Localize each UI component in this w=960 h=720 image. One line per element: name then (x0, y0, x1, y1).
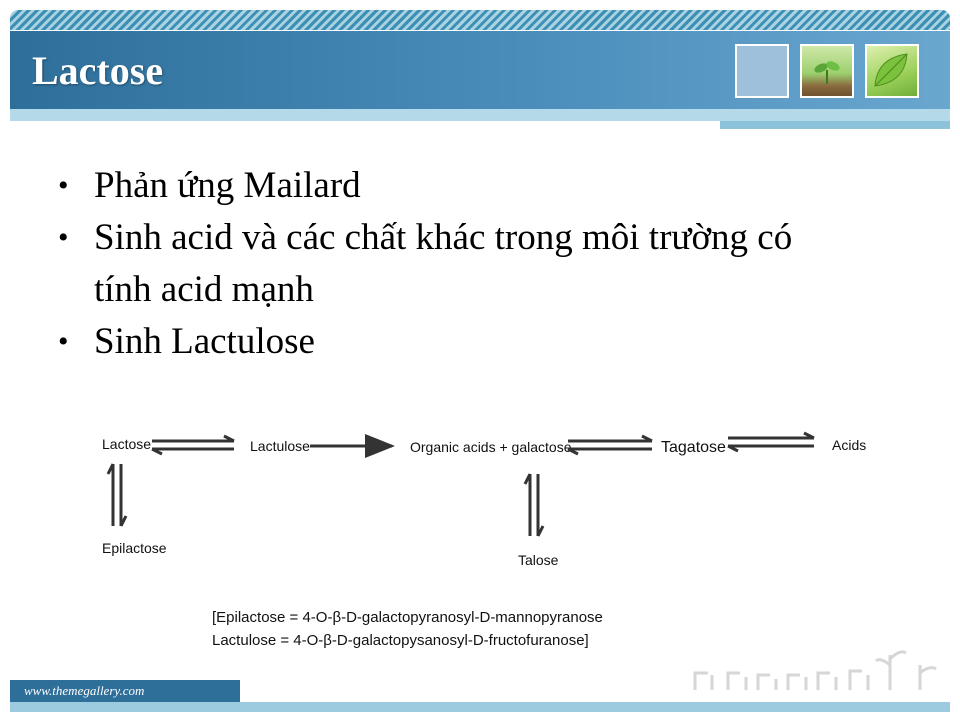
diagram-note-lactulose: Lactulose = 4-O-β-D-galactopysanosyl-D-fructofuranose] (212, 632, 589, 649)
title-underline (10, 109, 950, 121)
node-tagatose: Tagatose (661, 439, 726, 456)
bullet-item (58, 160, 918, 212)
bullet-text: Phản ứng Mailard (94, 165, 361, 206)
node-talose: Talose (518, 552, 559, 568)
bullet-item (58, 212, 918, 316)
equilibrium-arrow-organic-tagatose (568, 436, 652, 454)
footer-url: www.themegallery.com (24, 683, 145, 698)
node-organic-acids: Organic acids + galactose (410, 439, 572, 455)
node-acids: Acids (832, 437, 867, 453)
equilibrium-arrow-tagatose-acids (728, 433, 814, 451)
bullet-dot: • (58, 325, 69, 358)
equilibrium-arrow-lactose-epilactose (108, 464, 126, 526)
plant-silhouette-decoration (690, 635, 950, 695)
blue-square-image (735, 44, 789, 98)
header-stripe (10, 10, 950, 30)
sprout-image (800, 44, 854, 98)
slide-title: Lactose (32, 48, 164, 93)
node-lactose: Lactose (102, 436, 152, 452)
title-underline-accent (720, 121, 950, 129)
bullet-list (58, 160, 918, 368)
node-lactulose: Lactulose (250, 438, 310, 454)
leaf-image (865, 44, 919, 98)
lactose-reaction-diagram (0, 400, 960, 660)
equilibrium-arrow-lactose-lactulose (152, 436, 234, 454)
bullet-text: Sinh Lactulose (94, 321, 315, 362)
node-epilactose: Epilactose (102, 540, 167, 556)
bullet-text: Sinh acid và các chất khác trong môi trường có (94, 217, 793, 258)
equilibrium-arrow-organic-talose (525, 474, 543, 536)
diagram-note-epilactose: [Epilactose = 4-O-β-D-galactopyranosyl-D-mannopyranose (212, 609, 603, 626)
footer-stripe (10, 702, 950, 712)
bullet-item (58, 316, 918, 368)
bullet-dot: • (58, 169, 69, 202)
bullet-text-continued: tính acid mạnh (94, 269, 314, 310)
bullet-dot: • (58, 221, 69, 254)
